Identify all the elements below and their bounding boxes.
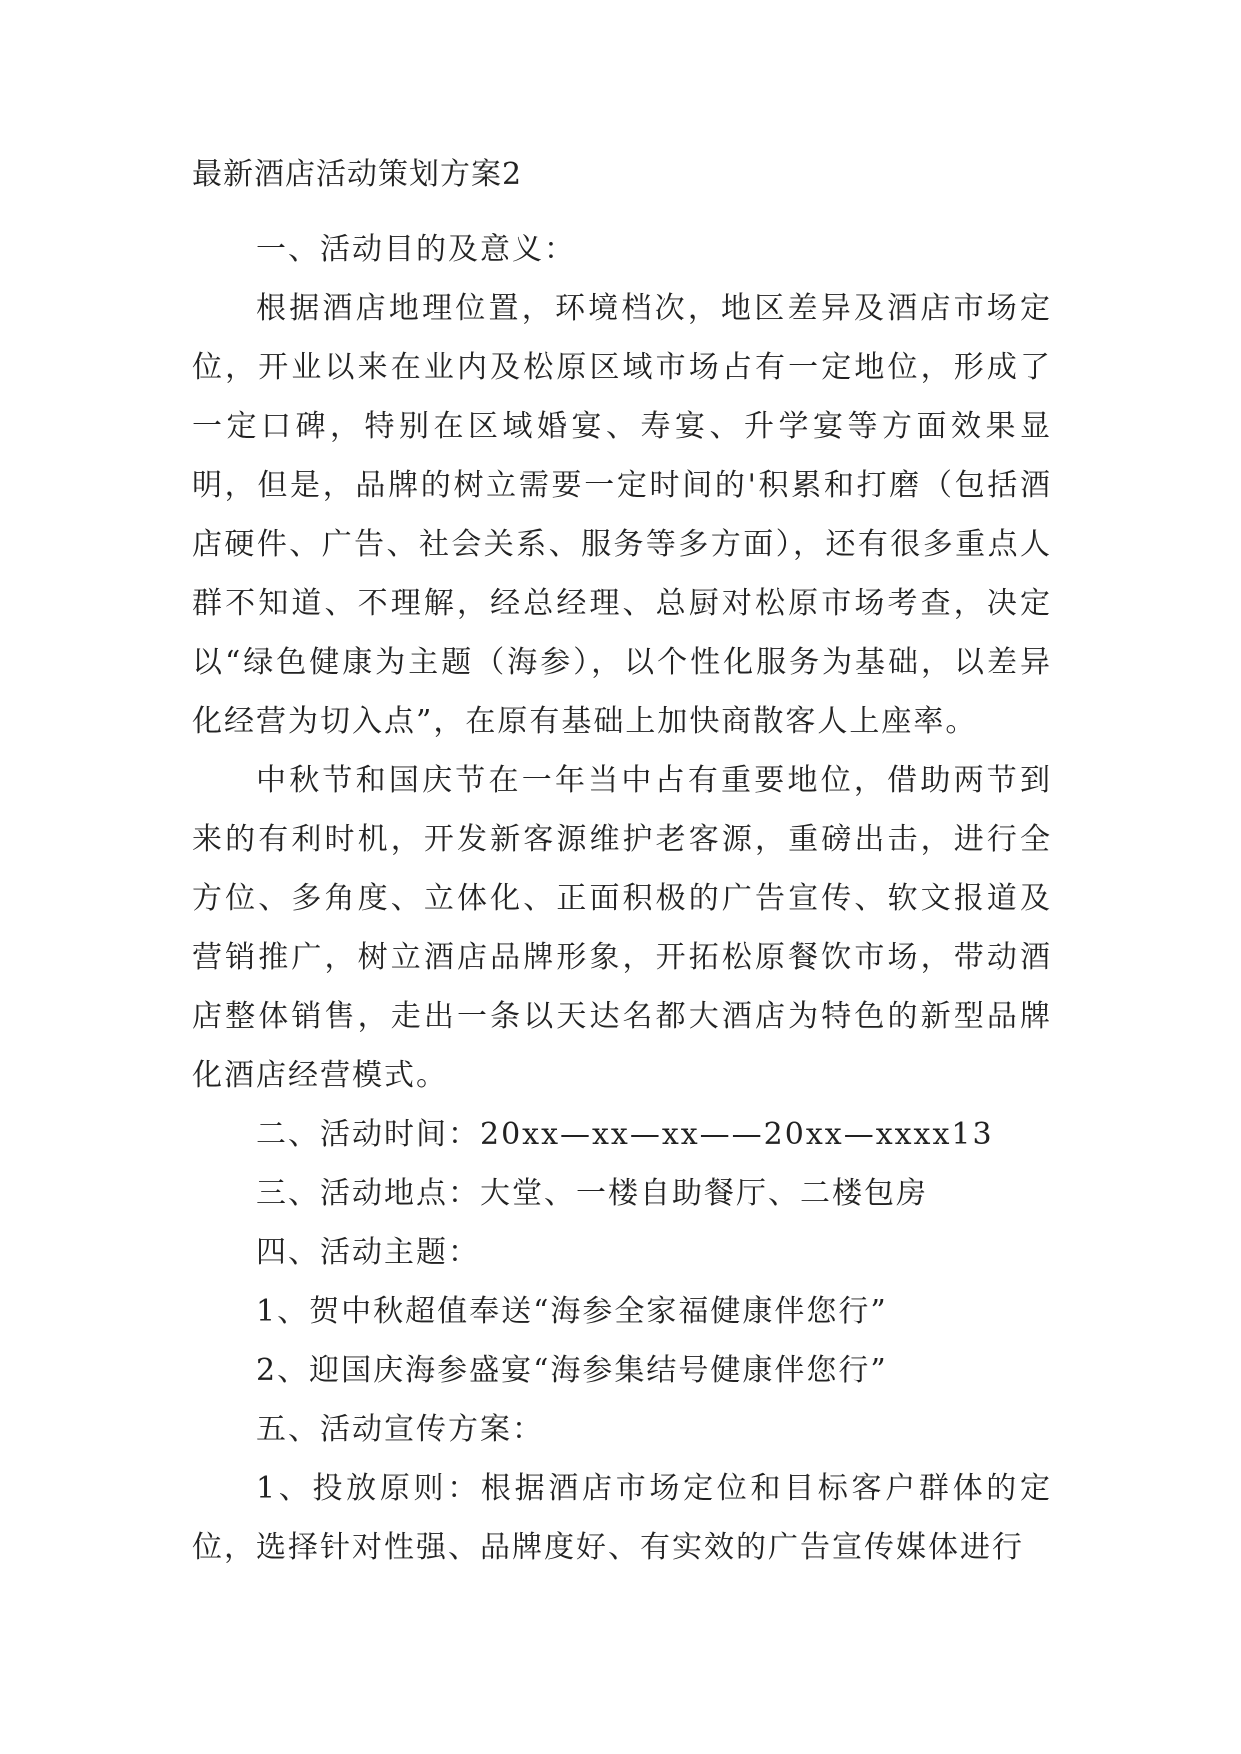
theme-item-1: 1、贺中秋超值奉送“海参全家福健康伴您行” — [256, 1294, 888, 1329]
section-heading-promotion: 五、活动宣传方案： — [256, 1412, 544, 1447]
document-page — [192, 157, 1052, 1577]
section-heading-theme: 四、活动主题： — [256, 1235, 480, 1270]
section-heading-purpose: 一、活动目的及意义： — [256, 232, 576, 267]
theme-item-2: 2、迎国庆海参盛宴“海参集结号健康伴您行” — [256, 1353, 888, 1388]
paragraph-time: 二、活动时间：20xx—xx—xx——20xx—xxxx13 — [256, 1117, 994, 1152]
document-title: 最新酒店活动策划方案2 — [192, 157, 523, 192]
paragraph-location: 三、活动地点：大堂、一楼自助餐厅、二楼包房 — [256, 1176, 928, 1211]
paragraph-background: 根据酒店地理位置，环境档次，地区差异及酒店市场定位，开业以来在业内及松原区域市场占有一定地位，形成了一定口碑，特别在区域婚宴、寿宴、升学宴等方面效果显明，但是，品牌的树立需要一定时间的'积累和打磨（包括酒店硬件、广告、社会关系、服务等多方面），还有很多重点人群不知道、不理解，经总经理、总厨对松原市场考查，决定以“绿色健康为主题（海参），以个性化服务为基础，以差异化经营为切入点”，在原有基础上加快商散客人上座率。 — [192, 291, 1052, 739]
paragraph-festival: 中秋节和国庆节在一年当中占有重要地位，借助两节到来的有利时机，开发新客源维护老客源，重磅出击，进行全方位、多角度、立体化、正面积极的广告宣传、软文报道及营销推广，树立酒店品牌形象，开拓松原餐饮市场，带动酒店整体销售，走出一条以天达名都大酒店为特色的新型品牌化酒店经营模式。 — [192, 763, 1052, 1093]
promotion-item-1: 1、投放原则：根据酒店市场定位和目标客户群体的定位，选择针对性强、品牌度好、有实效的广告宣传媒体进行 — [192, 1471, 1052, 1565]
